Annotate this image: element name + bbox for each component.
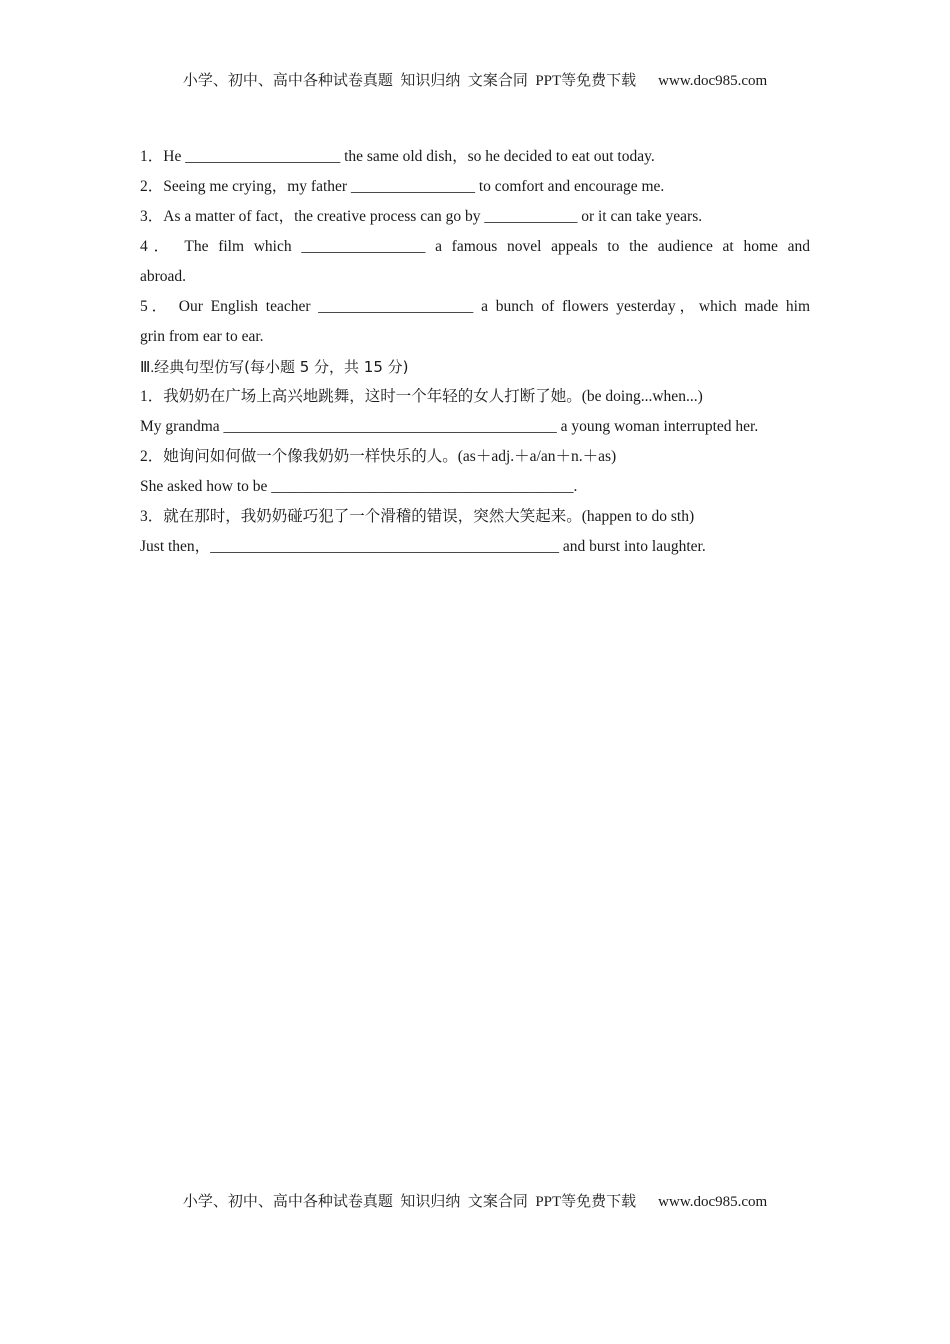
question-text: As a matter of fact，the creative process can go by — [163, 208, 481, 225]
question-text: the same old dish，so he decided to eat out today. — [344, 148, 655, 165]
question-2-3 — [140, 202, 810, 232]
answer-blank[interactable]: ____________________ — [318, 298, 474, 315]
footer-text: 小学、初中、高中各种试卷真题 知识归纳 文案合同 PPT等免费下载 — [182, 1194, 637, 1210]
question-text: Seeing me crying，my father — [163, 178, 348, 195]
question-number: 5． — [140, 298, 172, 315]
question-text: a famous novel appeals to the audience at home and — [435, 238, 810, 255]
question-2-5 — [140, 292, 810, 322]
question-3-2-prompt — [140, 442, 810, 472]
question-number: 2． — [140, 178, 164, 195]
question-3-1-prompt — [140, 382, 810, 412]
question-3-2-answer — [140, 472, 810, 502]
section-title — [140, 352, 810, 382]
answer-blank[interactable]: _______________________________________ — [271, 478, 574, 495]
exercise-content — [140, 142, 810, 562]
page-footer — [0, 1190, 950, 1211]
question-text: The film which — [184, 238, 292, 255]
answer-blank[interactable]: ____________ — [484, 208, 578, 225]
question-number: 1． — [140, 148, 164, 165]
question-text: and burst into laughter. — [562, 538, 706, 555]
question-2-2 — [140, 172, 810, 202]
question-number: 4． — [140, 238, 175, 255]
header-text: 小学、初中、高中各种试卷真题 知识归纳 文案合同 PPT等免费下载 — [182, 73, 637, 89]
section-roman: Ⅲ. — [140, 360, 155, 376]
question-text: Our English teacher — [178, 298, 311, 315]
question-2-1 — [140, 142, 810, 172]
question-3-3-prompt — [140, 502, 810, 532]
footer-site: www.doc985.com — [658, 1194, 768, 1210]
question-chinese: 就在那时，我奶奶碰巧犯了一个滑稽的错误，突然大笑起来。(happen to do sth) — [163, 508, 695, 525]
answer-blank[interactable]: ________________ — [301, 238, 426, 255]
question-chinese: 我奶奶在广场上高兴地跳舞，这时一个年轻的女人打断了她。(be doing...when...) — [163, 388, 703, 405]
question-3-3-answer — [140, 532, 810, 562]
question-text: a bunch of flowers yesterday，which made him — [481, 298, 810, 315]
question-text: Just then， — [140, 538, 211, 555]
question-text: a young woman interrupted her. — [560, 418, 759, 435]
question-text: She asked how to be — [140, 478, 268, 495]
answer-blank[interactable]: _____________________________________________ — [210, 538, 559, 555]
question-text: . — [573, 478, 578, 495]
question-number: 1． — [140, 388, 164, 405]
question-2-4-continued: abroad. — [140, 268, 187, 285]
section-title-text: 经典句型仿写(每小题 5 分，共 15 分) — [154, 358, 409, 376]
header-site: www.doc985.com — [658, 73, 768, 89]
question-number: 2． — [140, 448, 164, 465]
question-text: He — [163, 148, 182, 165]
question-2-4 — [140, 232, 810, 262]
question-2-5-continued: grin from ear to ear. — [140, 328, 264, 345]
question-text: or it can take years. — [581, 208, 703, 225]
question-chinese: 她询问如何做一个像我奶奶一样快乐的人。(as＋adj.＋a/an＋n.＋as) — [163, 448, 617, 465]
question-number: 3． — [140, 508, 164, 525]
answer-blank[interactable]: ________________ — [350, 178, 475, 195]
answer-blank[interactable]: ____________________ — [185, 148, 341, 165]
question-text: My grandma — [140, 418, 220, 435]
answer-blank[interactable]: ___________________________________________ — [223, 418, 557, 435]
question-3-1-answer — [140, 412, 810, 442]
page-header — [0, 69, 950, 90]
question-number: 3． — [140, 208, 164, 225]
question-text: to comfort and encourage me. — [478, 178, 665, 195]
